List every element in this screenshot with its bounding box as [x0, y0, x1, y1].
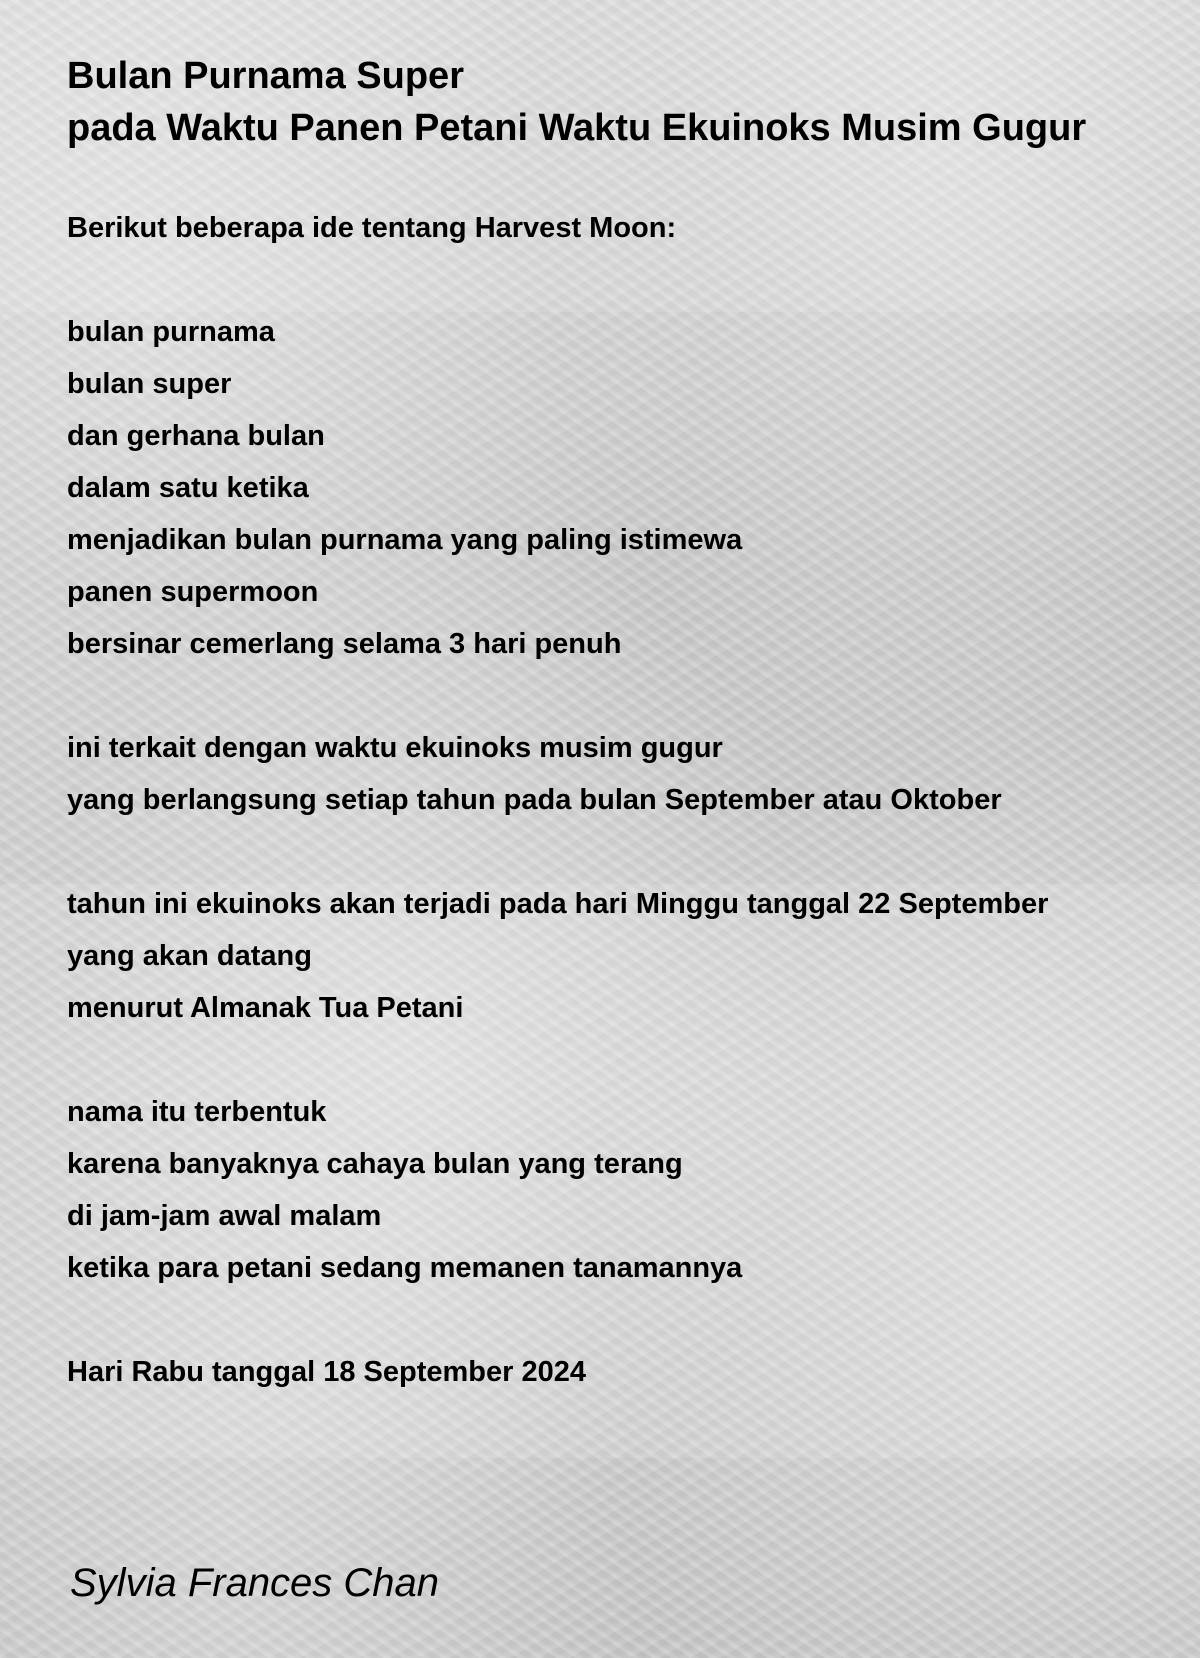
poem-content [67, 50, 1177, 1398]
poem-line: yang berlangsung setiap tahun pada bulan September atau Oktober [67, 784, 1002, 816]
poem-line: menurut Almanak Tua Petani [67, 992, 464, 1024]
poem-title-line-2: pada Waktu Panen Petani Waktu Ekuinoks Musim Gugur [67, 107, 1087, 149]
poem-stanza-1 [67, 306, 1177, 670]
poem-line: bulan purnama [67, 316, 275, 348]
poem-line: bulan super [67, 368, 232, 400]
poem-title [67, 50, 1177, 154]
poem-line: di jam-jam awal malam [67, 1200, 382, 1232]
poem-stanza-3 [67, 878, 1177, 1034]
poem-line: ini terkait dengan waktu ekuinoks musim gugur [67, 732, 723, 764]
poem-line: dalam satu ketika [67, 472, 309, 504]
poem-author: Sylvia Frances Chan [70, 1561, 440, 1605]
poem-line: tahun ini ekuinoks akan terjadi pada hari Minggu tanggal 22 September [67, 888, 1049, 920]
poem-line: nama itu terbentuk [67, 1096, 327, 1128]
poem-line: yang akan datang [67, 940, 312, 972]
poem-date: Hari Rabu tanggal 18 September 2024 [67, 1356, 586, 1388]
poem-stanza-4 [67, 1086, 1177, 1294]
poem-line: ketika para petani sedang memanen tanamannya [67, 1252, 743, 1284]
poem-line: menjadikan bulan purnama yang paling istimewa [67, 524, 743, 556]
poem-stanza-2 [67, 722, 1177, 826]
poem-line: karena banyaknya cahaya bulan yang terang [67, 1148, 683, 1180]
poem-line: bersinar cemerlang selama 3 hari penuh [67, 628, 622, 660]
poem-intro: Berikut beberapa ide tentang Harvest Moon: [67, 212, 677, 244]
poem-title-line-1: Bulan Purnama Super [67, 55, 464, 97]
poem-line: dan gerhana bulan [67, 420, 325, 452]
poem-line: panen supermoon [67, 576, 319, 608]
